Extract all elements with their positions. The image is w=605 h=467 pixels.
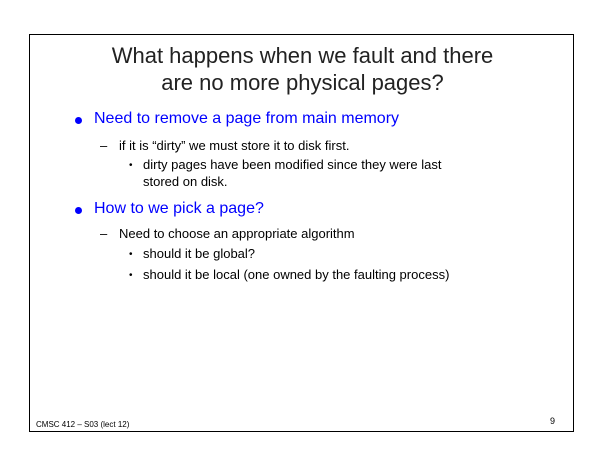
bullet-remove-page (94, 110, 399, 128)
small-dot-icon: • (129, 160, 133, 171)
subsubbullet-global-text: should it be global? (143, 246, 256, 261)
slide-title-line-1: What happens when we fault and there (111, 43, 494, 68)
small-dot-icon: • (129, 249, 133, 260)
subbullet-choose-algorithm-text: Need to choose an appropriate algorithm (119, 226, 355, 241)
subsubbullet-global (129, 245, 523, 262)
bullet-remove-page-text: Need to remove a page from main memory (94, 110, 400, 127)
subbullet-dirty-store-text: if it is “dirty” we must store it to disk first. (119, 138, 350, 153)
footer-course: CMSC 412 – S03 (lect 12) (36, 420, 130, 429)
subbullet-choose-algorithm (100, 226, 355, 241)
slide-title-line-2: are no more physical pages? (161, 70, 444, 95)
dash-icon: – (100, 138, 108, 153)
slide-title (0, 42, 605, 96)
bullet-pick-page (94, 200, 264, 218)
subsubbullet-dirty-definition-line-1: dirty pages have been modified since they were last (143, 157, 442, 172)
footer-page-number: 9 (550, 416, 556, 426)
bullet-dot-icon (75, 117, 82, 124)
subsubbullet-local (129, 266, 523, 283)
small-dot-icon: • (129, 270, 133, 281)
subsubbullet-local-text: should it be local (one owned by the faulting process) (143, 267, 450, 282)
bullet-pick-page-text: How to we pick a page? (94, 200, 264, 217)
subsubbullet-dirty-definition (129, 156, 523, 190)
dash-icon: – (100, 226, 108, 241)
subbullet-dirty-store (100, 138, 350, 153)
bullet-dot-icon (75, 207, 82, 214)
subsubbullet-dirty-definition-line-2: stored on disk. (143, 174, 228, 189)
